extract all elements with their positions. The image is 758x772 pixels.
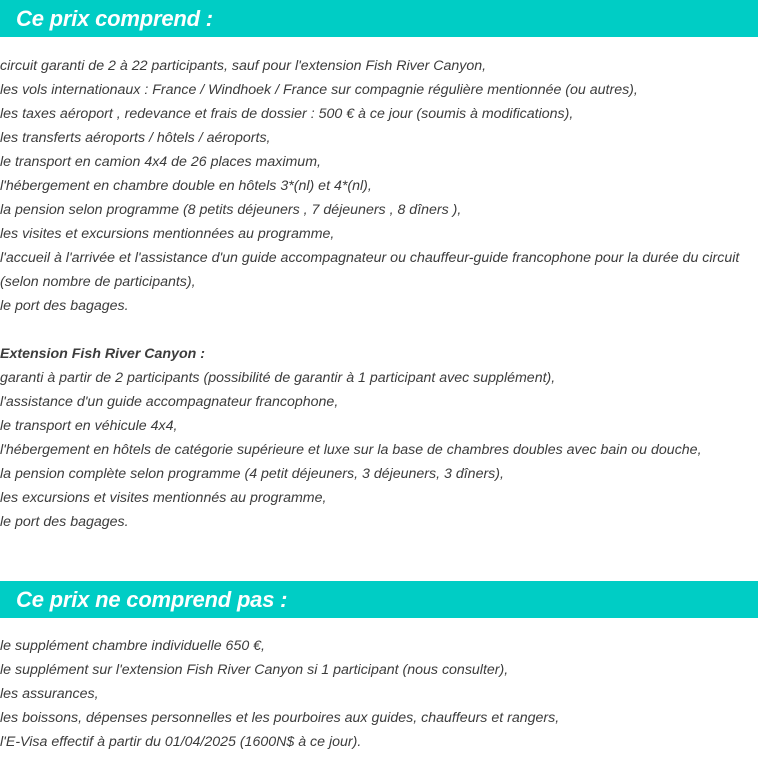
list-item: l'hébergement en hôtels de catégorie supérieure et luxe sur la base de chambres doubles avec bain ou douche, [0, 442, 702, 458]
list-item: l'hébergement en chambre double en hôtels 3*(nl) et 4*(nl), [0, 178, 372, 194]
list-item: le port des bagages. [0, 514, 129, 530]
list-item: circuit garanti de 2 à 22 participants, sauf pour l'extension Fish River Canyon, [0, 58, 487, 74]
list-item: le port des bagages. [0, 298, 129, 314]
list-item: (selon nombre de participants), [0, 274, 196, 290]
included-title: Ce prix comprend : [16, 5, 213, 31]
included-header-band [0, 0, 758, 37]
list-item: le transport en camion 4x4 de 26 places maximum, [0, 154, 321, 170]
list-item: le supplément chambre individuelle 650 €, [0, 638, 265, 654]
spacer [0, 318, 758, 342]
list-item: les assurances, [0, 686, 99, 702]
excluded-header-band [0, 581, 758, 618]
list-item: le supplément sur l'extension Fish River Canyon si 1 participant (nous consulter), [0, 662, 509, 678]
list-item: garanti à partir de 2 participants (possibilité de garantir à 1 participant avec supplément), [0, 370, 556, 386]
list-item: l'assistance d'un guide accompagnateur francophone, [0, 394, 339, 410]
list-item: la pension complète selon programme (4 petit déjeuners, 3 déjeuners, 3 dîners), [0, 466, 504, 482]
list-item: le transport en véhicule 4x4, [0, 418, 178, 434]
list-item: l'accueil à l'arrivée et l'assistance d'un guide accompagnateur ou chauffeur-guide francophone pour la durée du circuit [0, 250, 740, 266]
excluded-list [0, 618, 758, 754]
excluded-title: Ce prix ne comprend pas : [16, 586, 288, 612]
list-item: les taxes aéroport , redevance et frais de dossier : 500 € à ce jour (soumis à modifications), [0, 106, 574, 122]
list-item: les vols internationaux : France / Windhoek / France sur compagnie régulière mentionnée (ou autres), [0, 82, 638, 98]
list-item: l'E-Visa effectif à partir du 01/04/2025 (1600N$ à ce jour). [0, 734, 362, 750]
list-item: la pension selon programme (8 petits déjeuners , 7 déjeuners , 8 dîners ), [0, 202, 462, 218]
included-list [0, 37, 758, 534]
list-item: les boissons, dépenses personnelles et les pourboires aux guides, chauffeurs et rangers, [0, 710, 560, 726]
extension-heading: Extension Fish River Canyon : [0, 346, 205, 362]
list-item: les excursions et visites mentionnés au programme, [0, 490, 327, 506]
list-item: les visites et excursions mentionnées au programme, [0, 226, 335, 242]
list-item: les transferts aéroports / hôtels / aéroports, [0, 130, 271, 146]
